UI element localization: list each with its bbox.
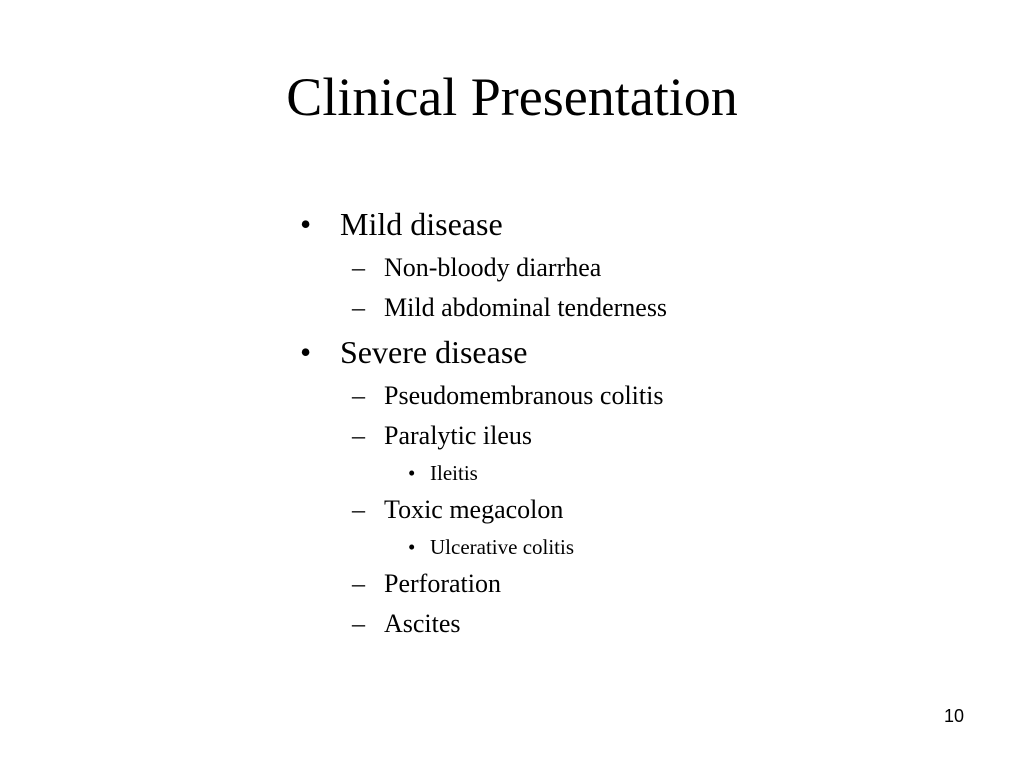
bullet-marker: •	[300, 334, 312, 370]
sub-bullet-text: Paralytic ileus	[384, 421, 533, 450]
bullet-marker: •	[300, 206, 312, 242]
sub-bullet-text: Mild abdominal tenderness	[384, 293, 668, 322]
sub-bullet-text: Toxic megacolon	[384, 495, 564, 524]
sub-bullet-text: Perforation	[384, 569, 501, 598]
sub-bullet-text: Non-bloody diarrhea	[384, 253, 602, 282]
sub-sub-bullet-text: Ileitis	[430, 461, 478, 485]
dash-marker: –	[352, 293, 365, 322]
bullet-list	[298, 200, 998, 644]
dash-marker: –	[352, 381, 365, 410]
slide-title: Clinical Presentation	[286, 67, 738, 127]
bullet-text: Mild disease	[340, 206, 503, 242]
sub-bullet-text: Pseudomembranous colitis	[384, 381, 664, 410]
dash-marker: –	[352, 253, 365, 282]
sub-sub-bullet-item	[298, 456, 998, 490]
sub-bullet-item	[298, 604, 998, 644]
sub-sub-bullet-item	[298, 530, 998, 564]
sub-bullet-item	[298, 416, 998, 456]
sub-bullet-item	[298, 376, 998, 416]
sub-bullet-item	[298, 248, 998, 288]
dash-marker: –	[352, 495, 365, 524]
bullet-marker: •	[408, 461, 416, 485]
bullet-item	[298, 328, 998, 376]
dash-marker: –	[352, 421, 365, 450]
sub-sub-bullet-text: Ulcerative colitis	[430, 535, 575, 559]
sub-bullet-item	[298, 490, 998, 530]
bullet-item	[298, 200, 998, 248]
bullet-text: Severe disease	[340, 334, 528, 370]
bullet-marker: •	[408, 535, 416, 559]
dash-marker: –	[352, 569, 365, 598]
sub-bullet-item	[298, 564, 998, 604]
page-number: 10	[943, 706, 964, 726]
dash-marker: –	[352, 609, 365, 638]
sub-bullet-text: Ascites	[384, 609, 461, 638]
sub-bullet-item	[298, 288, 998, 328]
